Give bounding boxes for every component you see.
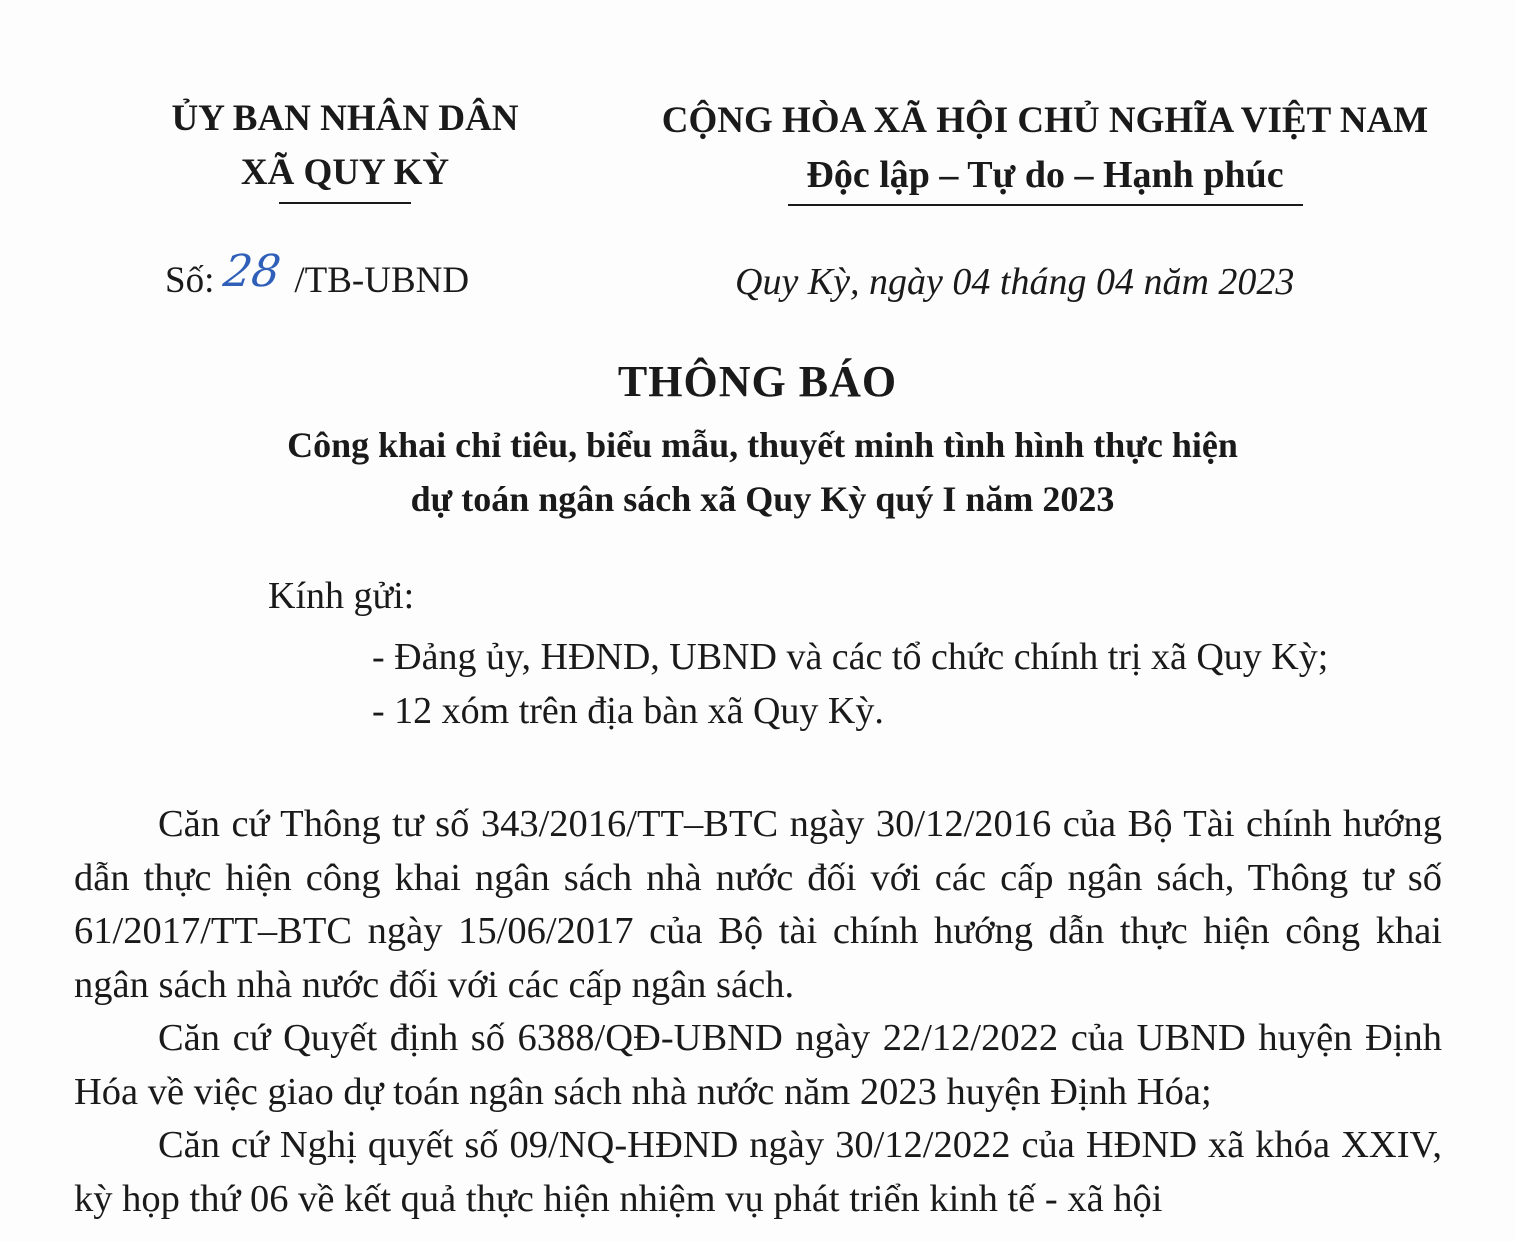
document-title: THÔNG BÁO (617, 357, 898, 406)
authority-line-2: XÃ QUY KỲ (240, 152, 450, 193)
place-date: Quy Kỳ, ngày 04 tháng 04 năm 2023 (735, 261, 1295, 303)
body-text (74, 798, 1442, 1226)
motto-underline (788, 204, 1303, 206)
subtitle-line-2: dự toán ngân sách xã Quy Kỳ quý I năm 2023 (410, 479, 1115, 519)
subtitle-line-1: Công khai chỉ tiêu, biểu mẫu, thuyết minh tình hình thực hiện (287, 425, 1238, 465)
authority-underline (279, 202, 411, 204)
body-paragraph: Căn cứ Thông tư số 343/2016/TT–BTC ngày 30/12/2016 của Bộ Tài chính hướng dẫn thực hiện công khai ngân sách nhà nước đối với các cấp ngân sách, Thông tư số 61/2017/TT–BTC ngày 15/06/2017 của Bộ tài chính hướng dẫn thực hiện công khai ngân sách nhà nước đối với các cấp ngân sách. (74, 803, 1442, 1006)
document-subtitle (0, 418, 1515, 526)
national-title: CỘNG HÒA XÃ HỘI CHỦ NGHĨA VIỆT NAM (661, 100, 1429, 141)
issuing-authority (140, 92, 550, 204)
handwritten-number: 28 (220, 246, 284, 297)
authority-line-1: ỦY BAN NHÂN DÂN (171, 98, 519, 139)
number-prefix: Số: (165, 260, 215, 301)
national-motto: Độc lập – Tự do – Hạnh phúc (806, 154, 1284, 196)
document-number (165, 246, 470, 303)
recipients-label: Kính gửi: (268, 575, 415, 617)
recipient-item: - 12 xóm trên địa bàn xã Quy Kỳ. (372, 690, 884, 732)
number-suffix: /TB-UBND (294, 260, 470, 301)
body-paragraph: Căn cứ Quyết định số 6388/QĐ-UBND ngày 22/12/2022 của UBND huyện Định Hóa về việc giao dự toán ngân sách nhà nước năm 2023 huyện Định Hóa; (74, 1017, 1442, 1113)
national-heading (630, 94, 1460, 206)
body-paragraph: Căn cứ Nghị quyết số 09/NQ-HĐND ngày 30/12/2022 của HĐND xã khóa XXIV, kỳ họp thứ 06 về kết quả thực hiện nhiệm vụ phát triển kinh tế - xã hội (74, 1124, 1442, 1220)
recipient-item: - Đảng ủy, HĐND, UBND và các tổ chức chính trị xã Quy Kỳ; (372, 636, 1329, 678)
recipients-list (372, 630, 1328, 738)
